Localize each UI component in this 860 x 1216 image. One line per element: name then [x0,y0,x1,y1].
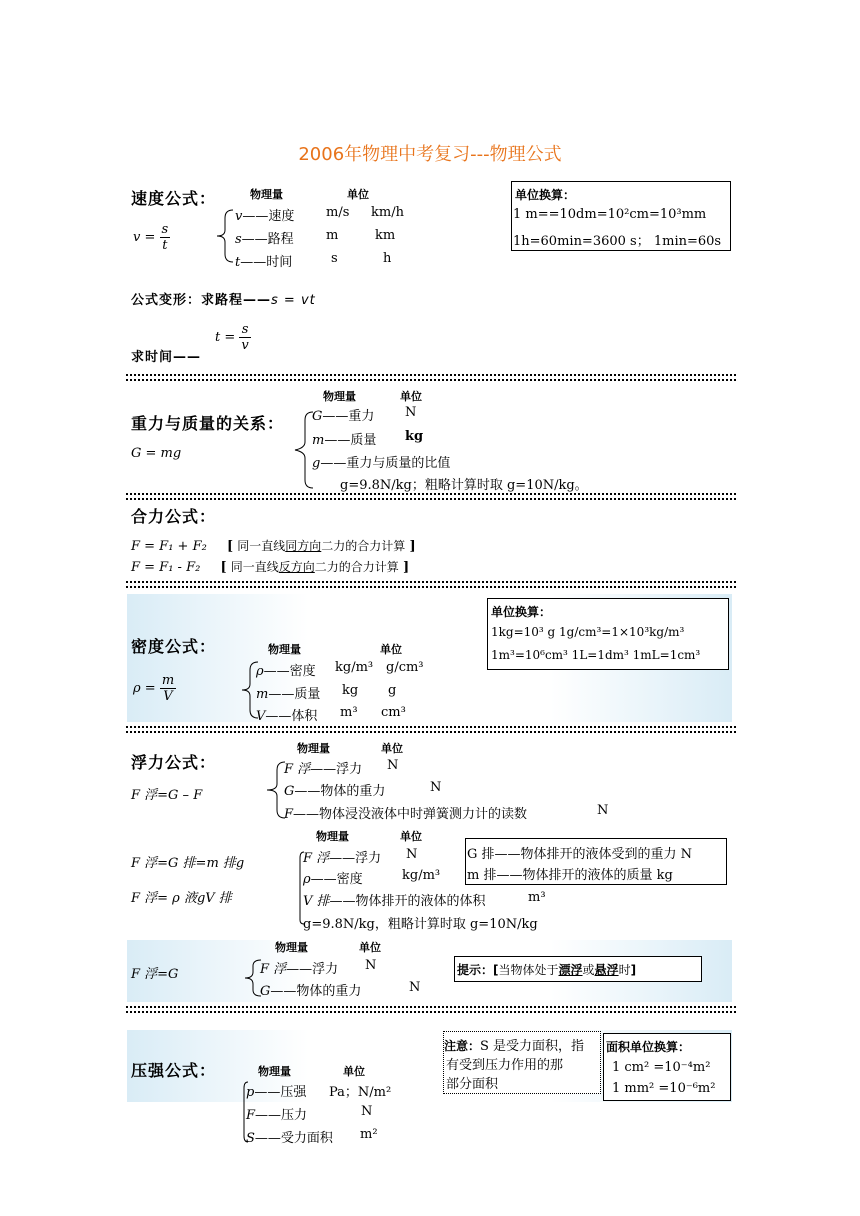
speed-qty-label: 物理量 [250,188,283,201]
speed-row-v: v——速度 [235,209,295,224]
density-box-title: 单位换算： [491,605,552,619]
buoy2-row-rho: ρ——密度 [303,872,363,887]
area-box-line2: 1 mm² =10⁻⁶m² [612,1081,716,1096]
pressure-heading: 压强公式： [131,1061,217,1080]
speed-variant2-label: 求时间—— [131,350,202,365]
density-row-rho-unit2: g/cm³ [386,660,424,675]
speed-box-line1: 1 m==10dm=10²cm=10³mm [513,207,707,222]
divider [126,726,736,733]
density-row-m-unit1: kg [342,683,359,698]
pressure-row-p-unit: Pa；N/m² [329,1085,392,1100]
pressure-row-S: S——受力面积 [246,1131,333,1146]
buoy2-row-Ff: F 浮——浮力 [303,851,382,866]
density-box-line1: 1kg=10³ g 1g/cm³=1×10³kg/m³ [491,625,685,639]
density-row-m-unit2: g [388,683,397,698]
divider [126,581,736,588]
density-row-rho-unit1: kg/m³ [335,660,374,675]
buoyancy-formula-2: F 浮=G 排=m 排g [131,856,245,871]
buoy-excluded-box [465,838,727,885]
buoy-unit-label-3: 单位 [359,941,381,954]
gravity-heading: 重力与质量的关系： [131,414,285,433]
speed-row-s: s——路程 [235,232,294,247]
buoy-qty-label-2: 物理量 [316,830,349,843]
density-row-rho: ρ——密度 [256,664,316,679]
buoy2-row-rho-unit: kg/m³ [402,868,441,883]
speed-formula: v = $\frac{s}{t}$ [133,222,169,253]
gravity-row-g: g——重力与质量的比值 [312,456,451,471]
buoy-tip-box [454,956,702,982]
buoy1-row-G: G——物体的重力 [284,784,386,799]
pressure-row-F: F——压力 [246,1108,308,1123]
buoy2-row-V-unit: m³ [528,890,546,905]
density-unit-box [487,598,729,670]
buoyancy-formula-3: F 浮= ρ 液gV 排 [131,891,232,906]
pressure-note-line3: 部分面积 [446,1077,499,1092]
density-row-V-unit1: m³ [340,705,358,720]
buoy2-row-V: V 排——物体排开的液体的体积 [303,894,486,909]
pressure-row-S-unit: m² [360,1127,378,1142]
speed-row-v-unit1: m/s [326,205,350,220]
buoy3-row-G: G——物体的重力 [260,984,362,999]
density-row-V-unit2: cm³ [381,705,406,720]
speed-row-t-unit1: s [331,251,338,266]
buoy-qty-label-1: 物理量 [297,742,330,755]
gravity-qty-label: 物理量 [323,390,356,403]
speed-row-s-unit2: km [375,228,396,243]
gravity-note: g=9.8N/kg；粗略计算时取 g=10N/kg。 [340,478,588,493]
buoy1-row-Ff-unit: N [387,758,399,773]
buoy-tip-text: 提示：[当物体处于漂浮或悬浮时] [457,963,637,977]
buoyancy-formula-4: F 浮=G [131,967,179,982]
area-box-line1: 1 cm² =10⁻⁴m² [612,1060,711,1075]
area-unit-box [603,1033,731,1101]
buoy1-row-F-unit: N [597,803,609,818]
buoy-unit-label-1: 单位 [381,742,403,755]
divider [126,374,736,381]
gravity-row-G-unit: N [405,405,417,420]
resultant-line1: F = F₁ + F₂ [ 同一直线同方向二力的合力计算 ] [131,539,416,554]
speed-unit-box [511,181,731,251]
density-heading: 密度公式： [131,637,217,656]
speed-heading: 速度公式： [131,189,217,208]
buoy2-note: g=9.8N/kg，粗略计算时取 g=10N/kg [303,917,538,932]
buoy2-row-Ff-unit: N [406,847,418,862]
buoy-box-line2: m 排——物体排开的液体的质量 kg [467,868,673,883]
speed-brace [215,208,235,264]
speed-box-line2: 1h=60min=3600 s； 1min=60s [513,234,722,249]
divider [126,1006,736,1013]
pressure-note-line1: 注意：S 是受力面积，指 [444,1039,585,1054]
speed-row-t: t——时间 [235,255,293,270]
density-row-m: m——质量 [256,687,321,702]
gravity-row-m-unit: kg [405,429,424,444]
speed-row-s-unit1: m [326,228,339,243]
pressure-note-line2: 有受到压力作用的那 [446,1058,564,1073]
resultant-heading: 合力公式： [131,507,217,526]
buoy-unit-label-2: 单位 [400,830,422,843]
pressure-note-box [443,1031,601,1094]
speed-unit-label: 单位 [347,188,369,201]
speed-row-t-unit2: h [383,251,392,266]
area-box-title: 面积单位换算： [606,1040,691,1054]
density-formula: ρ = $\frac{m}{V}$ [133,673,175,704]
speed-box-title: 单位换算： [515,188,576,202]
density-qty-label: 物理量 [268,643,301,656]
divider [126,493,736,500]
buoy3-row-G-unit: N [409,980,421,995]
gravity-formula: G = mg [131,446,182,461]
gravity-row-m: m——质量 [312,433,377,448]
density-row-V: V——体积 [256,709,318,724]
buoy1-row-G-unit: N [430,780,442,795]
speed-variant2-formula: t = $\frac{s}{v}$ [215,322,249,353]
gravity-row-G: G——重力 [312,409,375,424]
pressure-row-F-unit: N [361,1104,373,1119]
gravity-unit-label: 单位 [400,390,422,403]
buoy-box-line1: G 排——物体排开的液体受到的重力 N [467,847,693,862]
buoy-qty-label-3: 物理量 [275,941,308,954]
resultant-line2: F = F₁ - F₂ [ 同一直线反方向二力的合力计算 ] [131,560,410,575]
buoy1-row-F: F——物体浸没液体中时弹簧测力计的读数 [284,807,528,822]
page-title: 2006年物理中考复习---物理公式 [298,144,562,165]
buoyancy-formula-1: F 浮=G – F [131,788,203,803]
pressure-row-p: p——压强 [246,1085,307,1100]
pressure-unit-label: 单位 [343,1065,365,1078]
speed-row-v-unit2: km/h [371,205,404,220]
buoy1-row-Ff: F 浮——浮力 [284,762,363,777]
buoy3-row-Ff-unit: N [365,958,377,973]
pressure-qty-label: 物理量 [258,1065,291,1078]
density-box-line2: 1m³=10⁶cm³ 1L=1dm³ 1mL=1cm³ [491,648,701,662]
buoyancy-heading: 浮力公式： [131,753,217,772]
density-unit-label: 单位 [380,643,402,656]
buoy3-row-Ff: F 浮——浮力 [260,962,339,977]
speed-variant1: 公式变形：求路程——s = vt [131,293,316,308]
